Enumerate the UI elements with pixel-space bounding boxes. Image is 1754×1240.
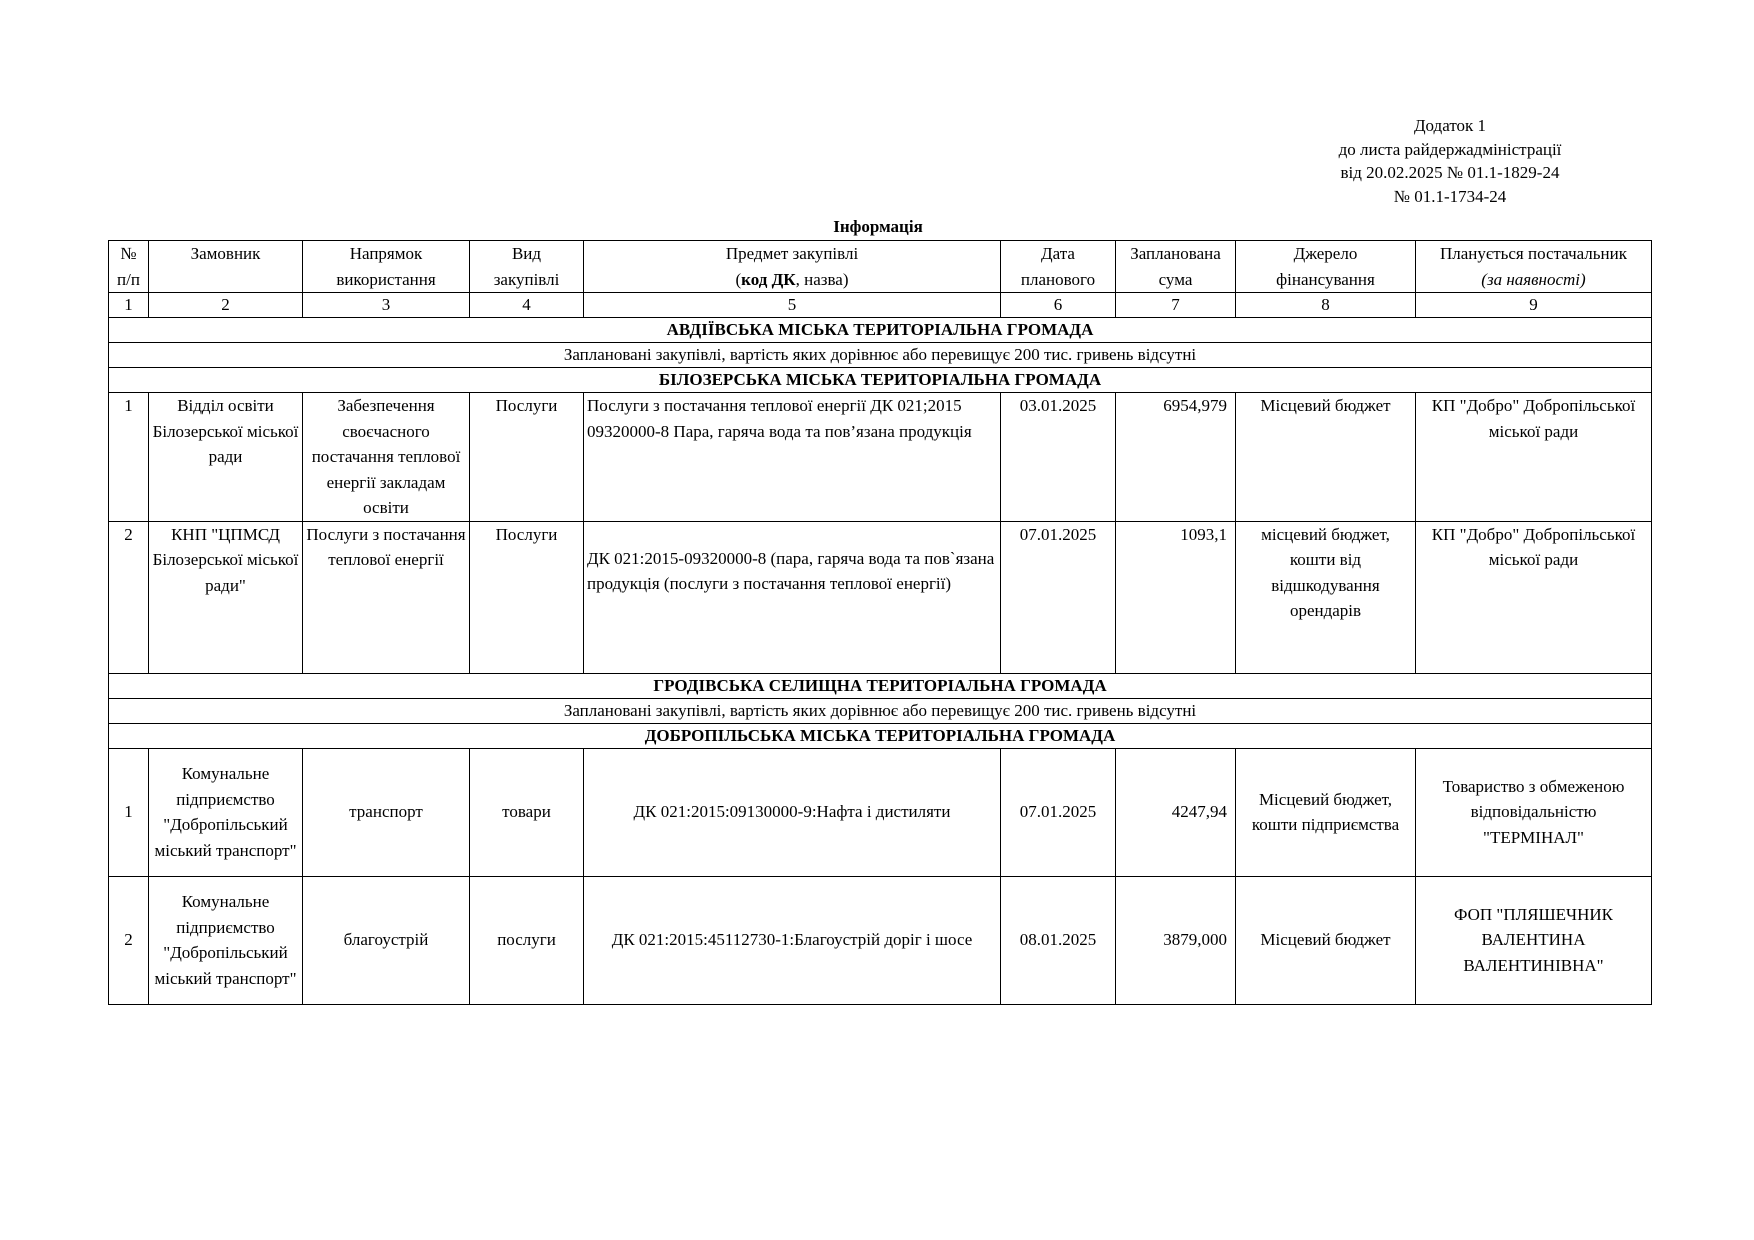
row-type: Послуги	[470, 393, 584, 522]
appendix-line-2: до листа райдержадміністрації	[1338, 139, 1562, 159]
row-customer: Комунальне підприємство "Добропільський міський транспорт"	[149, 876, 303, 1004]
row-date: 03.01.2025	[1001, 393, 1116, 522]
column-number: 4	[470, 293, 584, 318]
header-date: Дата планового	[1001, 241, 1116, 293]
row-direction: Забезпечення своєчасного постачання теплової енергії закладам освіти	[303, 393, 470, 522]
table-row	[109, 748, 1652, 876]
row-source: Місцевий бюджет	[1236, 393, 1416, 522]
row-date: 08.01.2025	[1001, 876, 1116, 1004]
table-row	[109, 876, 1652, 1004]
row-source: Місцевий бюджет, кошти підприємства	[1236, 748, 1416, 876]
procurement-table	[108, 240, 1652, 1005]
row-customer: КНП "ЦПМСД Білозерської міської ради"	[149, 521, 303, 673]
row-customer: Відділ освіти Білозерської міської ради	[149, 393, 303, 522]
header-number: № п/п	[109, 241, 149, 293]
row-type: послуги	[470, 876, 584, 1004]
row-sum: 4247,94	[1116, 748, 1236, 876]
header-direction: Напрямок використання	[303, 241, 470, 293]
table-row	[109, 521, 1652, 673]
column-number: 5	[584, 293, 1001, 318]
section-header-row	[109, 368, 1652, 393]
section-note: Заплановані закупівлі, вартість яких дорівнює або перевищує 200 тис. гривень відсутні	[109, 698, 1652, 723]
header-supplier: Планується постачальник (за наявності)	[1416, 241, 1652, 293]
section-note-row	[109, 343, 1652, 368]
row-supplier: КП "Добро" Добропільської міської ради	[1416, 393, 1652, 522]
row-sum: 1093,1	[1116, 521, 1236, 673]
header-subject: Предмет закупівлі (код ДК, назва)	[584, 241, 1001, 293]
row-subject: ДК 021:2015:09130000-9:Нафта і дистиляти	[584, 748, 1001, 876]
row-direction: благоустрій	[303, 876, 470, 1004]
column-number: 3	[303, 293, 470, 318]
row-source: Місцевий бюджет	[1236, 876, 1416, 1004]
document-title: Інформація	[833, 217, 923, 236]
row-subject: ДК 021:2015:45112730-1:Благоустрій доріг і шосе	[584, 876, 1001, 1004]
appendix-line-4: № 01.1-1734-24	[1393, 186, 1507, 206]
row-date: 07.01.2025	[1001, 521, 1116, 673]
table-row	[109, 393, 1652, 522]
row-subject: Послуги з постачання теплової енергії ДК 021;2015 09320000-8 Пара, гаряча вода та пов’язана продукція	[584, 393, 1001, 522]
section-title: ГРОДІВСЬКА СЕЛИЩНА ТЕРИТОРІАЛЬНА ГРОМАДА	[109, 673, 1652, 698]
section-title: АВДІЇВСЬКА МІСЬКА ТЕРИТОРІАЛЬНА ГРОМАДА	[109, 318, 1652, 343]
row-number: 2	[109, 876, 149, 1004]
appendix-line-1: Додаток 1	[1413, 116, 1487, 135]
row-sum: 6954,979	[1116, 393, 1236, 522]
row-source: місцевий бюджет, кошти від відшкодування орендарів	[1236, 521, 1416, 673]
row-number: 1	[109, 393, 149, 522]
section-title: ДОБРОПІЛЬСЬКА МІСЬКА ТЕРИТОРІАЛЬНА ГРОМАДА	[109, 723, 1652, 748]
row-number: 2	[109, 521, 149, 673]
row-customer: Комунальне підприємство "Добропільський міський транспорт"	[149, 748, 303, 876]
column-number: 9	[1416, 293, 1652, 318]
section-header-row	[109, 318, 1652, 343]
row-subject: ДК 021:2015-09320000-8 (пара, гаряча вода та пов`язана продукція (послуги з постачання теплової енергії)	[584, 521, 1001, 673]
row-direction: транспорт	[303, 748, 470, 876]
column-number: 6	[1001, 293, 1116, 318]
row-type: товари	[470, 748, 584, 876]
column-number-row	[109, 293, 1652, 318]
row-sum: 3879,000	[1116, 876, 1236, 1004]
row-number: 1	[109, 748, 149, 876]
section-title: БІЛОЗЕРСЬКА МІСЬКА ТЕРИТОРІАЛЬНА ГРОМАДА	[109, 368, 1652, 393]
column-number: 7	[1116, 293, 1236, 318]
row-supplier: Товариство з обмеженою відповідальністю "ТЕРМІНАЛ"	[1416, 748, 1652, 876]
column-number: 1	[109, 293, 149, 318]
row-date: 07.01.2025	[1001, 748, 1116, 876]
header-type: Вид закупівлі	[470, 241, 584, 293]
section-header-row	[109, 673, 1652, 698]
section-note: Заплановані закупівлі, вартість яких дорівнює або перевищує 200 тис. гривень відсутні	[109, 343, 1652, 368]
appendix-header	[1280, 114, 1620, 208]
row-type: Послуги	[470, 521, 584, 673]
column-number: 8	[1236, 293, 1416, 318]
header-row	[109, 241, 1652, 293]
row-supplier: ФОП "ПЛЯШЕЧНИК ВАЛЕНТИНА ВАЛЕНТИНІВНА"	[1416, 876, 1652, 1004]
header-customer: Замовник	[149, 241, 303, 293]
header-source: Джерело фінансування	[1236, 241, 1416, 293]
row-direction: Послуги з постачання теплової енергії	[303, 521, 470, 673]
section-header-row	[109, 723, 1652, 748]
header-sum: Запланована сума	[1116, 241, 1236, 293]
section-note-row	[109, 698, 1652, 723]
row-supplier: КП "Добро" Добропільської міської ради	[1416, 521, 1652, 673]
column-number: 2	[149, 293, 303, 318]
appendix-line-3: від 20.02.2025 № 01.1-1829-24	[1340, 163, 1560, 182]
